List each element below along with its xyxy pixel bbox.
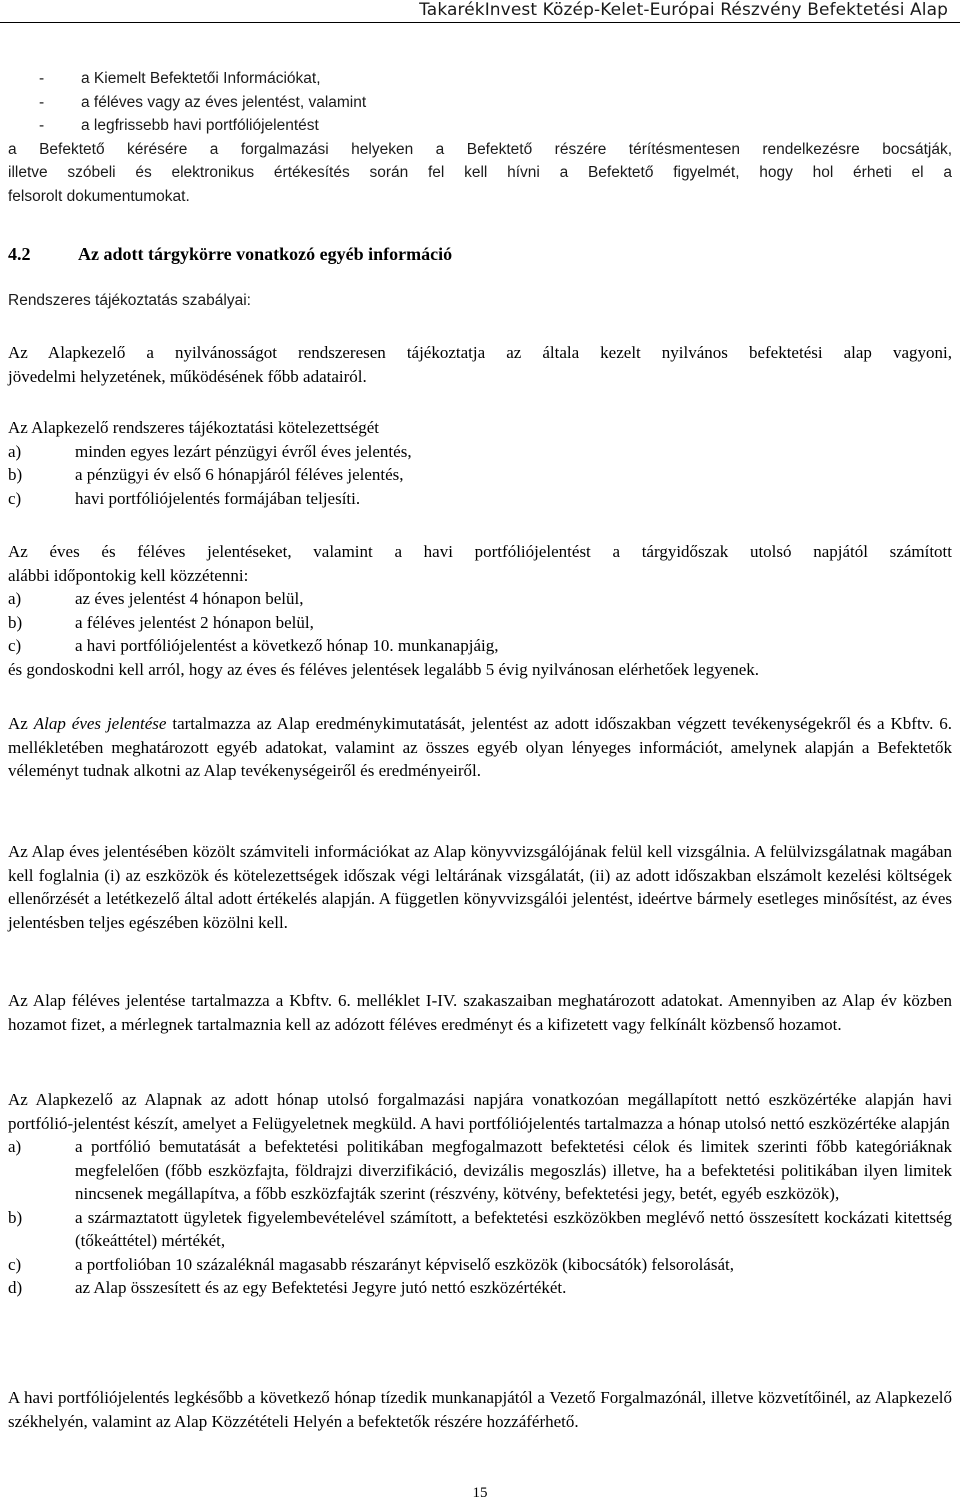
section-title: Az adott tárgykörre vonatkozó egyéb információ [78,244,453,264]
list-item: b) a származtatott ügyletek figyelembevételével számított, a befektetési eszközökben meglévő nettó összesített kockázati kitettség (tőkeáttétel) mértékét, [8,1206,952,1253]
list-item: a) minden egyes lezárt pénzügyi évről éves jelentés, [8,440,952,464]
item-marker: d) [8,1278,23,1297]
item-marker: b) [8,1207,23,1227]
list-item: c) havi portfóliójelentés formájában teljesíti. [8,487,952,511]
intro-line: a Befektető kérésére a forgalmazási helyeken a Befektető részére térítésmentesen rendelkezésre bocsátják, [8,140,952,158]
running-header: TakarékInvest Közép-Kelet-Európai Részvény Befektetési Alap [419,0,948,20]
list-item: d) az Alap összesített és az egy Befektetési Jegyre jutó nettó eszközértékét. [8,1276,952,1300]
paragraph-6: Az Alap féléves jelentése tartalmazza a Kbftv. 6. melléklet I-IV. szakaszaiban meghatározott adatokat. Amennyiben az Alap év közben hozamot fizet, a mérlegnek tartalmaznia kell az adózott féléves eredményt és a kifizetett vagy felkínált közbenső hozamot. [8,991,952,1034]
rules-title: Rendszeres tájékoztatás szabályai: [8,292,251,309]
item-marker: b) [8,612,23,632]
intro-section [8,67,952,208]
section-number: 4.2 [8,244,31,264]
paragraph-lead: Az Alapkezelő az Alapnak az adott hónap utolsó forgalmazási napjára vonatkozóan megállapított nettó eszközértéke alapján havi portfólió-jelentést készít, amelyet a Felügyeletnek megküld. A havi portfóliójelentés tartalmazza a hónap utolsó nettó eszközértéke alapján [8,1090,952,1133]
dash-marker: - [39,117,45,134]
paragraph-2 [8,416,952,510]
paragraph-7 [8,1088,952,1300]
paragraph-3: Az éves és féléves jelentéseket, valamint a havi portfóliójelentést a tárgyidőszak utolsó napjától számított alábbi időpontokig kell közzétenni: a) az éves jelentést 4 hónapon belül, b) a féléves jelentést 2 hónapon belül, c) a havi portfóliójelentést a következő hónap 10. munkanapjáig, és gondoskodni kell arról, hogy az éves és féléves jelentések legalább 5 évig nyilvánosan elérhetőek legyenek. [8,540,952,681]
page-number: 15 [472,1485,488,1501]
item-marker: b) [8,465,23,484]
list-item: a) az éves jelentést 4 hónapon belül, [8,587,952,611]
section-heading [8,242,452,266]
item-marker: a) [8,1137,22,1156]
list-item: c) a portfolióban 10 százaléknál magasabb részarányt képviselő eszközök (kibocsátók) felsorolását, [8,1253,952,1277]
item-marker: a) [8,589,22,608]
item-marker: a) [8,441,22,461]
paragraph-4: Az Alap éves jelentése tartalmazza az Alap eredménykimutatását, jelentést az adott időszakban végzett tevékenységekről és a Kbftv. 6. mellékletében meghatározott egyéb adatokat, valamint az összes egyéb olyan lényeges információt, amelynek alapján a Befektetők véleményt tudnak alkotni az Alap tevékenységeiről és eredményeiről. [8,714,952,780]
list-item: b) a pénzügyi év első 6 hónapjáról féléves jelentés, [8,463,952,487]
paragraph-1: Az Alapkezelő a nyilvánosságot rendszeresen tájékoztatja az általa kezelt nyilvános befektetési alap vagyoni, jövedelmi helyzetének, működésének főbb adatairól. [8,343,952,386]
header-rule [0,22,960,23]
intro-line: felsorolt dokumentumokat. [8,187,190,205]
intro-line: illetve szóbeli és elektronikus értékesítés során fel kell hívni a Befektető figyelmét, hogy hol érheti el a [8,164,952,181]
dash-marker: - [39,70,45,87]
list-item: b) a féléves jelentést 2 hónapon belül, [8,611,952,635]
dash-marker: - [39,93,45,111]
item-marker: c) [8,636,22,655]
italic-term: Alap éves jelentése [33,714,167,733]
item-marker: c) [8,1254,22,1274]
list-item: - a legfrissebb havi portfóliójelentést [8,114,952,138]
paragraph-8: A havi portfóliójelentés legkésőbb a következő hónap tízedik munkanapjától a Vezető Forgalmazónál, illetve közvetítőinél, az Alapkezelő székhelyén, valamint az Alap Közzétételi Helyén a befektetők részére hozzáférhető. [8,1388,952,1431]
list-item: c) a havi portfóliójelentést a következő hónap 10. munkanapjáig, [8,634,952,658]
paragraph-5: Az Alap éves jelentésében közölt számviteli információkat az Alap könyvvizsgálójának felül kell vizsgálnia. A felülvizsgálatnak magában kell foglalnia (i) az eszközök és kötelezettségek időszak végi leltárának vizsgálatát, (ii) az adott időszakban elszámolt kezelési költségek ellenőrzését a letétkezelő által adott értékelés alapján. A független könyvvizsgálói jelentést, ideértve bármely esetleges minősítést, az éves jelentésben teljes egészében közölni kell. [8,842,952,932]
item-marker: c) [8,488,22,508]
list-item: a) a portfólió bemutatását a befektetési politikában megfogalmazott befektetési célok és limitek szerinti főbb kategóriáknak megfelelően (főbb eszközfajta, földrajzi diverzifikáció, devizális megoszlás) illetve, ha a befektetési politikában ilyen limitek nincsenek megállapítva, a főbb eszközfajták szerint (részvény, kötvény, befektetési jegy, betét, egyéb eszközök), [8,1135,952,1206]
paragraph-lead: Az Alapkezelő rendszeres tájékoztatási kötelezettségét [8,418,379,437]
list-item: - a Kiemelt Befektetői Információkat, [8,67,952,91]
list-item: - a féléves vagy az éves jelentést, valamint [8,91,952,115]
paragraph-tail: és gondoskodni kell arról, hogy az éves és féléves jelentések legalább 5 évig nyilvánosan elérhetőek legyenek. [8,659,760,679]
